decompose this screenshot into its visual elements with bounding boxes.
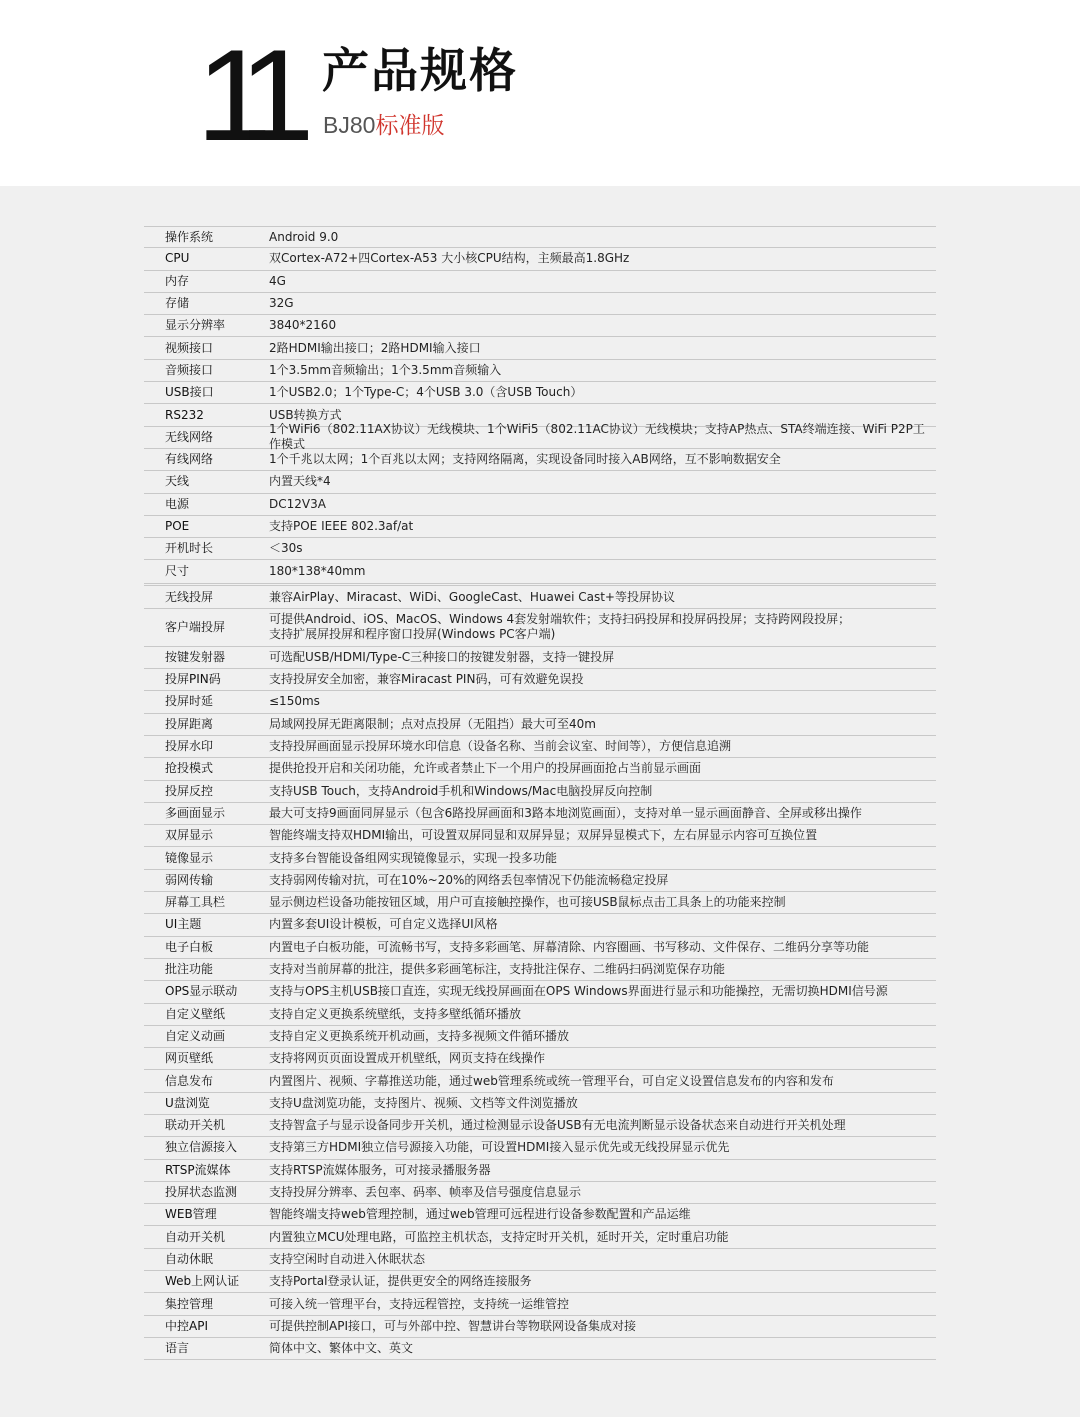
page-header (0, 0, 1080, 186)
spec-value: ＜30s (269, 541, 303, 556)
spec-value: 1个千兆以太网；1个百兆以太网；支持网络隔离，实现设备同时接入AB网络，互不影响数据安全 (269, 452, 781, 467)
spec-label: 多画面显示 (165, 805, 226, 820)
spec-value: 1个3.5mm音频输出；1个3.5mm音频输入 (269, 362, 502, 377)
spec-label: 投屏水印 (165, 739, 214, 754)
spec-row (144, 714, 936, 736)
spec-value: 支持多台智能设备组网实现镜像显示，实现一投多功能 (269, 850, 558, 865)
spec-row (144, 937, 936, 959)
spec-label: 屏幕工具栏 (165, 895, 226, 910)
spec-label: Web上网认证 (165, 1274, 240, 1289)
spec-label: 按键发射器 (165, 649, 226, 664)
spec-label: 自定义壁纸 (165, 1006, 226, 1021)
spec-value: 支持与OPS主机USB接口直连，实现无线投屏画面在OPS Windows界面进行显示和功能操控，无需切换HDMI信号源 (269, 984, 888, 999)
spec-value: 支持RTSP流媒体服务，可对接录播服务器 (269, 1162, 491, 1177)
spec-row (144, 538, 936, 560)
spec-row (144, 981, 936, 1003)
spec-value: 提供抢投开启和关闭功能，允许或者禁止下一个用户的投屏画面抢占当前显示画面 (269, 761, 702, 776)
spec-value: 可提供控制API接口，可与外部中控、智慧讲台等物联网设备集成对接 (269, 1318, 636, 1333)
spec-value: 显示侧边栏设备功能按钮区域，用户可直接触控操作，也可接USB鼠标点击工具条上的功能来控制 (269, 895, 786, 910)
spec-row (144, 422, 936, 452)
spec-label: 有线网络 (165, 452, 214, 467)
spec-value: 支持空闲时自动进入休眠状态 (269, 1251, 426, 1266)
spec-label: 电子白板 (165, 939, 214, 954)
spec-label: 抢投模式 (165, 761, 214, 776)
spec-value: USB转换方式 (269, 407, 342, 422)
spec-label: 自定义动画 (165, 1028, 226, 1043)
spec-value: 支持弱网传输对抗，可在10%~20%的网络丢包率情况下仍能流畅稳定投屏 (269, 872, 669, 887)
spec-row (144, 360, 936, 382)
spec-row (144, 1026, 936, 1048)
spec-label: POE (165, 519, 190, 533)
spec-label: 自动开关机 (165, 1229, 226, 1244)
spec-value: 支持自定义更换系统开机动画，支持多视频文件循环播放 (269, 1028, 570, 1043)
spec-row (144, 494, 936, 516)
spec-value: 支持将网页页面设置成开机壁纸，网页支持在线操作 (269, 1051, 546, 1066)
spec-label: 弱网传输 (165, 872, 214, 887)
spec-value: 支持对当前屏幕的批注，提供多彩画笔标注，支持批注保存、二维码扫码浏览保存功能 (269, 962, 726, 977)
spec-row (144, 1070, 936, 1092)
spec-row (144, 293, 936, 315)
spec-row (144, 1293, 936, 1315)
spec-label: 双屏显示 (165, 828, 214, 843)
spec-label: 尺寸 (165, 564, 190, 579)
spec-row (144, 471, 936, 493)
spec-row (144, 1137, 936, 1159)
spec-row (144, 669, 936, 691)
spec-label: 中控API (165, 1318, 208, 1333)
spec-label: CPU (165, 251, 190, 266)
spec-label: 集控管理 (165, 1296, 214, 1311)
spec-value: 内置天线*4 (269, 474, 331, 489)
spec-row (144, 892, 936, 914)
spec-row (144, 1182, 936, 1204)
spec-row (144, 449, 936, 471)
spec-value: 180*138*40mm (269, 564, 366, 579)
spec-label: OPS显示联动 (165, 984, 238, 999)
spec-value: 局域网投屏无距离限制；点对点投屏（无阻挡）最大可至40m (269, 716, 596, 731)
spec-label: 视频接口 (165, 340, 214, 355)
spec-row (144, 647, 936, 669)
spec-label: 投屏时延 (165, 694, 214, 709)
spec-row (144, 736, 936, 758)
spec-value: 内置电子白板功能，可流畅书写，支持多彩画笔、屏幕清除、内容圈画、书写移动、文件保存、二维码分享等功能 (269, 939, 870, 954)
spec-value: 内置图片、视频、字幕推送功能，通过web管理系统或统一管理平台，可自定义设置信息发布的内容和发布 (269, 1073, 834, 1088)
spec-row (144, 914, 936, 936)
spec-label: UI主题 (165, 917, 202, 932)
spec-value: 3840*2160 (269, 318, 337, 333)
spec-label: 操作系统 (165, 229, 214, 244)
spec-value: DC12V3A (269, 496, 326, 511)
spec-row (144, 959, 936, 981)
spec-value: 可选配USB/HDMI/Type-C三种接口的按键发射器，支持一键投屏 (269, 649, 615, 664)
spec-label: 无线网络 (165, 429, 214, 444)
spec-row (144, 1160, 936, 1182)
spec-label: 无线投屏 (165, 589, 214, 604)
spec-label: USB接口 (165, 385, 214, 400)
spec-row (144, 1316, 936, 1338)
spec-row (144, 870, 936, 892)
spec-label: U盘浏览 (165, 1095, 210, 1110)
spec-label: 投屏PIN码 (165, 672, 221, 687)
spec-value: 支持投屏安全加密，兼容Miracast PIN码，可有效避免误投 (269, 672, 584, 687)
spec-value: 简体中文、繁体中文、英文 (269, 1341, 414, 1356)
spec-row (144, 1204, 936, 1226)
spec-label: 独立信源接入 (165, 1140, 238, 1155)
spec-row (144, 609, 936, 647)
spec-value: 支持第三方HDMI独立信号源接入功能，可设置HDMI接入显示优先或无线投屏显示优先 (269, 1140, 730, 1155)
spec-value: 支持U盘浏览功能，支持图片、视频、文档等文件浏览播放 (269, 1095, 578, 1110)
spec-row (144, 516, 936, 538)
spec-label: 网页壁纸 (165, 1051, 214, 1066)
spec-label: 自动休眠 (165, 1251, 214, 1266)
spec-row (144, 1004, 936, 1026)
spec-row (144, 1338, 936, 1360)
spec-label: 信息发布 (165, 1073, 214, 1088)
spec-label: 内存 (165, 273, 190, 288)
spec-value: 可提供Android、iOS、MacOS、Windows 4套发射端软件；支持扫码投屏和投屏码投屏；支持跨网段投屏； 支持扩展屏投屏和程序窗口投屏(Windows PC客户端) (269, 612, 851, 642)
spec-value: 4G (269, 273, 286, 288)
spec-value: 支持智盒子与显示设备同步开关机，通过检测显示设备USB有无电流判断显示设备状态来自动进行开关机处理 (269, 1118, 846, 1133)
spec-label: 音频接口 (165, 362, 214, 377)
model-name: BJ80 (323, 112, 376, 138)
spec-value: 支持自定义更换系统壁纸，支持多壁纸循环播放 (269, 1006, 522, 1021)
spec-value: 智能终端支持双HDMI输出，可设置双屏同显和双屏异显；双屏异显模式下，左右屏显示内容可互换位置 (269, 828, 818, 843)
page-title: 产品规格 (322, 44, 518, 99)
section-number: 11 (196, 22, 292, 168)
spec-label: 投屏状态监测 (165, 1185, 238, 1200)
spec-value: 最大可支持9画面同屏显示（包含6路投屏画面和3路本地浏览画面），支持对单一显示画面静音、全屏或移出操作 (269, 805, 862, 820)
spec-row (144, 1115, 936, 1137)
spec-row (144, 337, 936, 359)
spec-value: 内置多套UI设计模板，可自定义选择UI风格 (269, 917, 498, 932)
spec-row (144, 271, 936, 293)
spec-value: 可接入统一管理平台，支持远程管控，支持统一运维管控 (269, 1296, 570, 1311)
page-subtitle (323, 114, 444, 137)
spec-value: Android 9.0 (269, 229, 339, 244)
spec-table (144, 226, 936, 1360)
spec-row (144, 248, 936, 270)
spec-value: 内置独立MCU处理电路，可监控主机状态，支持定时开关机，延时开关，定时重启功能 (269, 1229, 729, 1244)
spec-value: 32G (269, 296, 294, 311)
spec-row (144, 586, 936, 608)
spec-row (144, 1249, 936, 1271)
spec-label: 客户端投屏 (165, 619, 226, 634)
spec-row (144, 825, 936, 847)
spec-label: 投屏反控 (165, 783, 214, 798)
spec-label: WEB管理 (165, 1207, 217, 1222)
spec-label: 显示分辨率 (165, 318, 226, 333)
spec-value: 双Cortex-A72+四Cortex-A53 大小核CPU结构，主频最高1.8GHz (269, 251, 630, 266)
spec-row (144, 1271, 936, 1293)
spec-label: RTSP流媒体 (165, 1162, 231, 1177)
spec-label: 电源 (165, 496, 190, 511)
spec-value: 支持POE IEEE 802.3af/at (269, 519, 414, 533)
spec-label: 语言 (165, 1341, 190, 1356)
spec-value: 2路HDMI输出接口；2路HDMI输入接口 (269, 340, 481, 355)
spec-row (144, 691, 936, 713)
spec-value: 支持投屏画面显示投屏环境水印信息（设备名称、当前会议室、时间等），方便信息追溯 (269, 739, 732, 754)
spec-value: 支持Portal登录认证，提供更安全的网络连接服务 (269, 1274, 532, 1289)
edition-name: 标准版 (375, 112, 445, 138)
spec-label: 联动开关机 (165, 1118, 226, 1133)
spec-label: 镜像显示 (165, 850, 214, 865)
spec-row (144, 1048, 936, 1070)
spec-value: ≤150ms (269, 694, 320, 709)
spec-row (144, 1226, 936, 1248)
spec-value: 支持USB Touch，支持Android手机和Windows/Mac电脑投屏反向控制 (269, 783, 653, 798)
spec-row (144, 803, 936, 825)
spec-value: 1个USB2.0；1个Type-C；4个USB 3.0（含USB Touch） (269, 385, 583, 400)
spec-label: 批注功能 (165, 962, 214, 977)
spec-row (144, 847, 936, 869)
spec-label: 天线 (165, 474, 190, 489)
spec-row (144, 315, 936, 337)
spec-value: 兼容AirPlay、Miracast、WiDi、GoogleCast、Huawei Cast+等投屏协议 (269, 589, 675, 604)
spec-value: 1个WiFi6（802.11AX协议）无线模块、1个WiFi5（802.11AC协议）无线模块；支持AP热点、STA终端连接、WiFi P2P工作模式 (269, 422, 925, 452)
spec-row (144, 226, 936, 248)
spec-label: 投屏距离 (165, 716, 214, 731)
spec-row (144, 758, 936, 780)
spec-label: RS232 (165, 407, 204, 422)
spec-label: 存储 (165, 296, 190, 311)
spec-row (144, 382, 936, 404)
spec-row (144, 560, 936, 586)
spec-value: 智能终端支持web管理控制，通过web管理可远程进行设备参数配置和产品运维 (269, 1207, 691, 1222)
spec-value: 支持投屏分辨率、丢包率、码率、帧率及信号强度信息显示 (269, 1185, 582, 1200)
spec-label: 开机时长 (165, 541, 214, 556)
spec-row (144, 781, 936, 803)
spec-row (144, 1093, 936, 1115)
